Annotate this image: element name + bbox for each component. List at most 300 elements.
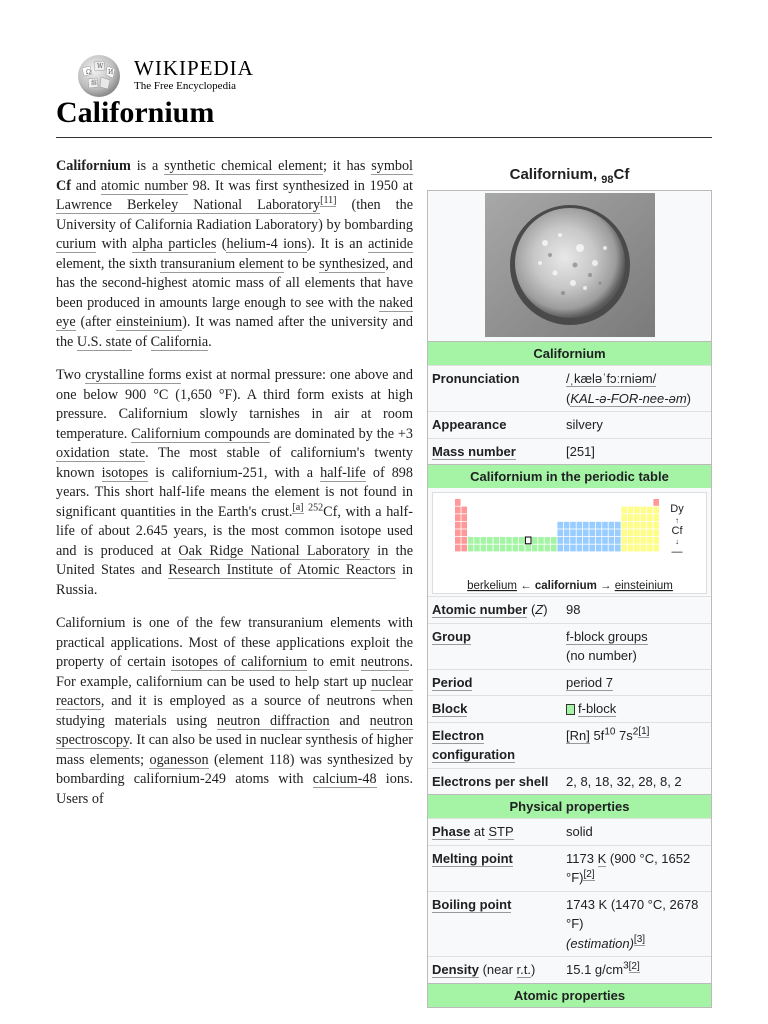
row-electrons-per-shell [428,768,711,795]
density-label [428,960,566,980]
density-value [566,960,711,980]
periodic-cell [570,529,576,536]
melting-ref[interactable]: [2] [583,868,595,880]
text-run: . For example, californium can be used to help start up [56,654,413,690]
text-run: with [96,236,133,252]
periodic-cell [641,507,647,514]
f-block-link[interactable]: f-block [578,701,617,716]
periodic-cell [589,522,595,529]
row-phase [428,818,711,845]
periodic-cell [621,522,627,529]
text-run: . It can also be used in nuclear synthesis of higher mass elements; [56,732,413,768]
period-label [428,673,566,693]
text-run: and [70,177,101,194]
periodic-cell [545,537,551,544]
periodic-cell [615,522,621,529]
periodic-cell [634,522,640,529]
periodic-cell [532,545,538,552]
atomic-number-close: ) [543,602,548,617]
radon-link[interactable]: [Rn] [566,727,590,743]
article-link[interactable]: oganesson [149,751,209,768]
respelling-link[interactable]: KAL-ə-FOR-nee-əm [570,390,687,406]
periodic-cell [609,545,615,552]
mass-number-link[interactable]: Mass number [432,443,516,459]
periodic-cell [647,514,653,521]
text-run: to emit [307,654,361,670]
section-header-atomic: Atomic properties [428,983,711,1007]
periodic-cell [577,529,583,536]
periodic-cell [564,537,570,544]
superscript-wrapper [320,195,336,207]
periodic-cell [647,529,653,536]
periodic-cell [653,537,659,544]
periodic-cell [577,537,583,544]
article-link[interactable]: einsteinium [115,314,183,330]
citation-link[interactable]: [11] [320,195,337,207]
room-temperature-link[interactable]: r.t. [516,962,531,977]
periodic-cell [519,537,525,544]
periodic-cell [647,545,653,552]
periodic-cell [596,537,602,544]
article-link[interactable]: actinide [368,236,413,252]
pt-above-element[interactable]: Dy [670,503,684,515]
article-link[interactable]: Californium compounds [131,425,270,442]
article-link[interactable]: nuclear reactors [56,673,413,709]
periodic-cell [621,545,627,552]
electron-configuration-label [428,726,566,765]
periodic-cell [647,537,653,544]
periodic-cell [653,522,659,529]
periodic-table-link[interactable]: Californium in the periodic table [470,469,669,484]
periodic-cell [474,545,480,552]
periodic-cell [596,545,602,552]
article-link[interactable]: synthesized [319,255,386,272]
periodic-cell [461,537,467,544]
atomic-number-z: Z [535,602,544,617]
periodic-cell [634,507,640,514]
pt-below-element: — [671,546,683,558]
periodic-cell [481,537,487,544]
wikipedia-globe-logo[interactable] [74,54,124,98]
periodic-cell [557,529,563,536]
periodic-cell [513,545,519,552]
article-link[interactable]: California [150,333,209,350]
periodic-cell [455,522,461,529]
periodic-cell [525,537,531,544]
pt-right-neighbor[interactable]: einsteinium [614,580,673,592]
pt-down-arrow: ↓ [675,537,679,546]
econfig-7s-sup: 2 [632,726,639,738]
electron-configuration-link[interactable]: Electron configuration [432,727,516,762]
article-link[interactable]: alpha particles [132,236,217,252]
electrons-per-shell-value: 2, 8, 18, 32, 28, 8, 2 [566,773,682,789]
periodic-cell [609,529,615,536]
econfig-5f: 5f [589,727,605,743]
periodic-cell [609,537,615,544]
mass-number-value: [251] [566,443,595,459]
row-period [428,669,711,696]
pronunciation-label: Pronunciation [432,371,520,386]
periodic-cell [621,529,627,536]
phase-value: solid [566,824,593,839]
melting-val-b: (900 °C, 1652 °F) [566,850,691,885]
group-no-number: (no number) [566,648,637,663]
periodic-cell [557,545,563,552]
periodic-cell [481,545,487,552]
periodic-cell [589,537,595,544]
text-run: , and it is employed as a source of neutrons when studying materials using [56,693,413,729]
periodic-cell [455,537,461,544]
superscript-wrapper [308,502,323,513]
pt-arrow-left: ← [516,580,535,592]
row-boiling-point [428,891,711,957]
periodic-cell [596,529,602,536]
periodic-cell [500,537,506,544]
row-density [428,956,711,983]
periodic-cell [647,522,653,529]
title-divider [56,137,712,138]
kelvin-link[interactable]: K [597,850,607,866]
periodic-cell [621,507,627,514]
row-melting-point [428,845,711,891]
boiling-point-label [428,895,566,954]
periodic-cell [621,514,627,521]
text-run: ions. Users of [56,771,413,807]
text-run: ). It was named after the university and the [56,314,413,350]
density-ref[interactable]: [2] [628,960,640,972]
text-run: exist at normal pressure: one above and one below 900 °C (1,650 °F). A third form exists at high pressure. Californium slowly tarnishes in air at room temperature. [56,367,413,442]
infobox-table [427,190,712,1008]
infobox-caption [427,160,712,190]
density-near-open: (near [478,962,517,977]
site-header [74,54,374,98]
caption-atomic-number: 98 [601,174,614,186]
article-link[interactable]: Oak Ridge National Laboratory [178,542,370,559]
melting-point-link[interactable]: Melting point [432,850,513,866]
periodic-cell [589,529,595,536]
article-body [56,157,413,823]
periodic-cell [653,514,659,521]
row-block [428,695,711,722]
periodic-cell [551,537,557,544]
periodic-cell [628,514,634,521]
article-link[interactable]: calcium-48 [312,771,377,787]
svg-text:И: И [108,69,114,76]
periodic-cell [577,522,583,529]
periodic-cell [461,507,467,514]
periodic-cell [461,514,467,521]
periodic-cell [634,514,640,521]
phase-at: at [470,824,489,839]
density-link[interactable]: Density [432,962,479,977]
boiling-point-link[interactable]: Boiling point [432,896,512,912]
text-run: ( [216,236,227,252]
econfig-5f-sup: 10 [604,726,616,738]
periodic-cell [468,537,474,544]
periodic-cell [525,545,531,552]
resp-close: ) [686,390,691,406]
text-run: of 898 years. This short half-life means the element is not found in significant quantities in the Earth's crust. [56,464,413,520]
periodic-cell [641,545,647,552]
text-run: ). It is an [306,236,369,252]
text-run: Two [56,367,86,383]
phase-label [428,822,566,842]
periodic-cell [628,529,634,536]
article-link[interactable]: isotopes [101,464,149,481]
periodic-cell [474,537,480,544]
row-group [428,623,711,669]
periodic-cell [538,537,544,544]
text-run: Californium is one of the few transuranium elements with practical applications. Most of these applications exploit the property of certain [56,615,413,670]
periodic-cell [570,522,576,529]
article-link[interactable]: half-life [320,464,366,481]
section-header-physical: Physical properties [428,794,711,818]
group-label [428,627,566,666]
text-run: is a [130,158,165,174]
periodic-cell [551,545,557,552]
atomic-number-link[interactable]: Atomic number [432,602,528,617]
periodic-cell [455,529,461,536]
article-link[interactable]: crystalline forms [85,367,182,383]
bold-term: Cf [56,177,71,194]
periodic-cell [634,529,640,536]
periodic-cell [455,514,461,521]
block-link[interactable]: Block [432,701,468,716]
caption-symbol: Cf [613,166,630,183]
f-block-color-swatch [566,704,575,715]
periodic-cell [538,545,544,552]
periodic-cell [564,545,570,552]
periodic-cell [519,545,525,552]
pt-up-arrow: ↑ [675,516,679,525]
atomic-number-open: ( [527,602,536,617]
text-run: in Russia. [56,562,413,598]
svg-text:Ω: Ω [86,69,91,76]
section-header-periodic-table [428,464,711,488]
periodic-cell [653,529,659,536]
density-val: 15.1 g/cm [566,962,624,977]
periodic-cell [583,522,589,529]
text-run: . The most stable of californium's twenty known [56,445,413,481]
periodic-cell [468,545,474,552]
periodic-cell [500,545,506,552]
periodic-cell [583,537,589,544]
resp-open: ( [566,390,571,406]
article-link[interactable]: symbol [371,158,413,174]
boiling-ref[interactable]: [3] [633,934,646,946]
melting-point-value [566,849,711,888]
article-paragraph [56,157,413,352]
periodic-cell [628,507,634,514]
periodic-cell [609,522,615,529]
periodic-cell [455,507,461,514]
article-paragraph [56,614,413,809]
row-electron-configuration [428,722,711,768]
article-link[interactable]: neutrons [360,654,410,670]
periodic-cell [532,537,538,544]
periodic-cell [641,514,647,521]
text-run: element, the sixth [56,255,161,272]
periodic-cell [506,545,512,552]
text-run: (then the University of California Radiation Laboratory) by bombarding [56,197,414,233]
periodic-cell [628,545,634,552]
article-link[interactable]: synthetic chemical element [164,158,324,174]
article-link[interactable]: isotopes of californium [171,654,308,670]
article-paragraph [56,366,413,600]
periodic-cell [647,507,653,514]
density-sup: 3 [623,960,629,972]
periodic-cell [596,522,602,529]
boiling-estimation: (estimation) [566,935,634,951]
group-value [566,627,711,666]
periodic-cell [653,507,659,514]
periodic-cell [602,522,608,529]
stp-link[interactable]: STP [488,824,514,839]
periodic-cell [653,499,659,506]
melting-point-label [428,849,566,888]
periodic-cell [628,537,634,544]
text-run: are dominated by the +3 [269,425,413,442]
article-link[interactable]: helium-4 ions [226,236,307,252]
periodic-cell [602,545,608,552]
periodic-cell [589,545,595,552]
electron-configuration-value [566,726,711,765]
periodic-cell [487,545,493,552]
article-link[interactable]: transuranium element [160,255,284,272]
wikipedia-tagline: The Free Encyclopedia [134,80,237,92]
periodic-cell [634,537,640,544]
row-appearance [428,411,711,438]
periodic-cell [602,537,608,544]
text-run: of [131,333,151,350]
periodic-cell [641,522,647,529]
periodic-cell [493,537,499,544]
article-link[interactable]: curium [56,236,97,252]
text-run: and [329,712,370,729]
period-link[interactable]: Period [432,674,473,690]
article-link[interactable]: Research Institute of Atomic Reactors [168,562,396,578]
svg-text:W: W [97,63,104,70]
periodic-cell [602,529,608,536]
article-link[interactable]: neutron spectroscopy [56,712,413,748]
melting-val-a: 1173 [566,850,598,866]
periodic-cell [577,545,583,552]
superscript: 252 [308,501,324,513]
periodic-cell [653,545,659,552]
citation-link[interactable]: [a] [292,501,304,513]
periodic-cell [564,529,570,536]
text-run: , and has the second-highest atomic mass of all elements that have been produced in amounts large enough to see with the [56,255,413,311]
pt-left-neighbor[interactable]: berkelium [467,580,517,592]
periodic-cell [493,545,499,552]
atomic-number-label [428,600,566,620]
periodic-cell [615,537,621,544]
text-run: 98. It was first synthesized in 1950 at [187,177,413,194]
article-link[interactable]: neutron diffraction [216,712,330,729]
periodic-cell [455,545,461,552]
periodic-cell [570,537,576,544]
periodic-cell [615,545,621,552]
article-link[interactable]: naked eye [56,294,413,330]
periodic-cell [487,537,493,544]
text-run: ; it has [323,158,372,174]
econfig-7s: 7s [615,727,633,743]
infobox [427,160,712,1008]
superscript-wrapper [292,502,303,514]
block-value [566,699,711,719]
periodic-cell [513,537,519,544]
pt-center-element: californium [534,580,597,592]
caption-name: Californium, [509,166,602,183]
pronunciation-value [566,369,711,408]
text-run: in the United States and [56,542,413,578]
periodic-cell [461,529,467,536]
electrons-per-shell-label: Electrons per shell [432,773,549,789]
svg-text:維: 維 [91,80,98,87]
periodic-cell [570,545,576,552]
phase-link[interactable]: Phase [432,824,471,839]
periodic-cell [621,537,627,544]
text-run: Cf, with a half-life of about 2.645 years, is the most common isotope used and is produced at [56,503,413,559]
row-mass-number [428,438,711,465]
f-block-groups-link[interactable]: f-block groups [566,628,648,644]
appearance-value: silvery [566,417,603,432]
periodic-cell [583,529,589,536]
period-7-link[interactable]: period 7 [566,674,613,690]
periodic-cell [615,529,621,536]
period-value [566,673,711,693]
text-run: (element 118) was synthesized by bombarding californium-249 atoms with [56,751,413,787]
text-run: . [208,333,212,350]
article-link[interactable]: atomic number [101,177,188,194]
atomic-number-value: 98 [566,602,581,617]
periodic-table-mini[interactable] [432,492,707,594]
periodic-cell [545,545,551,552]
periodic-cell [641,537,647,544]
article-link[interactable]: oxidation state [56,445,146,461]
periodic-cell [461,545,467,552]
econfig-ref[interactable]: [1] [638,726,650,738]
pt-self-element: Cf [671,525,683,537]
boiling-point-value [566,895,711,954]
boiling-val: 1743 K (1470 °C, 2678 °F) [566,896,699,931]
text-run: to be [283,255,320,272]
mass-number-label [428,442,566,462]
pt-neighbors [467,580,673,592]
periodic-cell [564,522,570,529]
appearance-label: Appearance [432,417,507,432]
periodic-cell [628,522,634,529]
group-link[interactable]: Group [432,628,471,644]
text-run: (after [75,314,116,330]
density-near-close: ) [531,962,536,977]
block-label [428,699,566,719]
californium-sample-image[interactable] [485,193,655,337]
periodic-cell [506,537,512,544]
article-link[interactable]: Lawrence Berkeley National Laboratory [56,197,321,213]
article-link[interactable]: U.S. state [76,333,132,350]
page-title: Californium [56,96,215,129]
infobox-image-area [428,191,711,341]
wikipedia-wordmark[interactable]: WIKIPEDIA [134,56,254,80]
periodic-cell [641,529,647,536]
ipa-link[interactable]: /ˌkæləˈfɔːrniəm/ [566,371,657,386]
text-run: is californium-251, with a [148,464,321,481]
periodic-cell [557,537,563,544]
bold-term: Californium [56,158,131,174]
section-header-californium: Californium [428,341,711,365]
periodic-cell [455,499,461,506]
